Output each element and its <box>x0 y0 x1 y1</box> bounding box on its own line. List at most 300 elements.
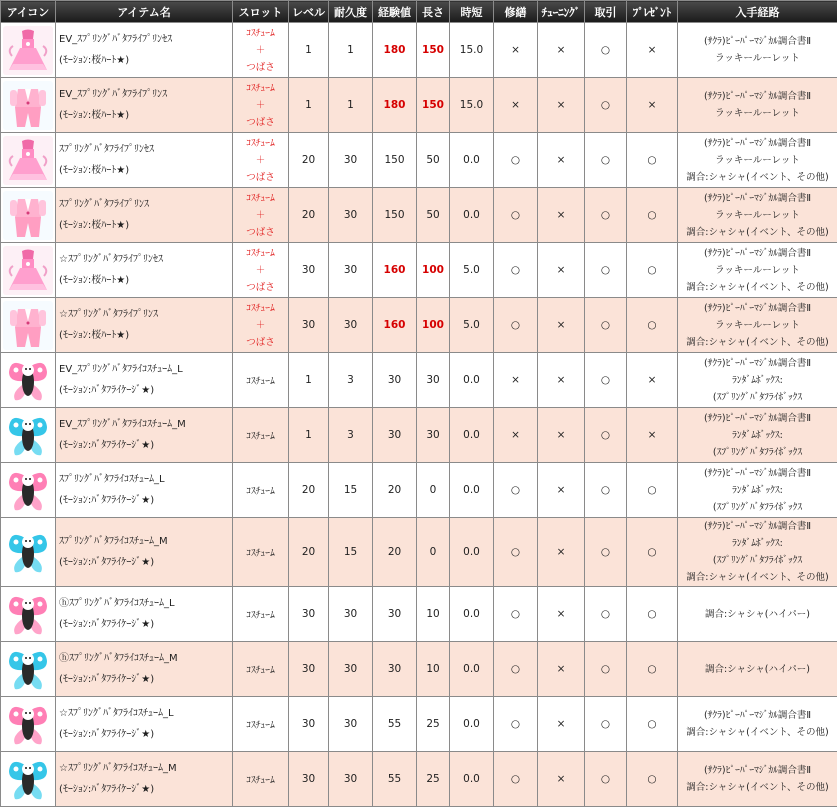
length-cell: 50 <box>417 188 450 243</box>
durability-cell: 30 <box>329 133 373 188</box>
slot-cell <box>233 752 289 807</box>
time-cell: 15.0 <box>450 78 494 133</box>
trade-cell: ○ <box>585 23 627 78</box>
slot-cell <box>233 78 289 133</box>
time-cell: 0.0 <box>450 408 494 463</box>
exp-cell: 30 <box>373 353 417 408</box>
length-cell: 100 <box>417 298 450 353</box>
durability-cell: 1 <box>329 78 373 133</box>
route-cell <box>678 353 837 408</box>
repair-cell: × <box>494 353 538 408</box>
repair-cell: × <box>494 23 538 78</box>
pink-butterfly-costume-icon <box>3 590 53 639</box>
route-line: (ｽﾌﾟﾘﾝｸﾞﾊﾞﾀﾌﾗｲﾎﾞｯｸｽ <box>678 444 837 461</box>
slot-line: ＋ <box>233 262 288 279</box>
item-name-cell <box>56 408 233 463</box>
slot-line: ＋ <box>233 317 288 334</box>
length-cell: 25 <box>417 697 450 752</box>
route-cell <box>678 518 837 587</box>
exp-cell: 55 <box>373 752 417 807</box>
route-line: 調合:シャシャ(イベント、その他) <box>678 569 837 586</box>
icon-cell <box>1 587 56 642</box>
repair-cell: ○ <box>494 463 538 518</box>
slot-cell <box>233 463 289 518</box>
header-repair: 修繕 <box>494 1 538 23</box>
durability-cell: 15 <box>329 518 373 587</box>
length-cell: 0 <box>417 518 450 587</box>
header-length: 長さ <box>417 1 450 23</box>
repair-cell: × <box>494 78 538 133</box>
exp-cell: 150 <box>373 133 417 188</box>
route-line: (ｻｸﾗ)ﾋﾟｰﾊﾟｰﾏｼﾞｶﾙ調合書Ⅱ <box>678 707 837 724</box>
tuning-cell: × <box>538 243 585 298</box>
route-cell <box>678 642 837 697</box>
table-row <box>1 243 837 298</box>
present-cell: ○ <box>627 463 678 518</box>
durability-cell: 30 <box>329 243 373 298</box>
route-line: (ｻｸﾗ)ﾋﾟｰﾊﾟｰﾏｼﾞｶﾙ調合書Ⅱ <box>678 762 837 779</box>
slot-line: ｺｽﾁｭｰﾑ <box>233 717 288 731</box>
icon-cell <box>1 752 56 807</box>
length-cell: 10 <box>417 587 450 642</box>
level-cell: 20 <box>289 463 329 518</box>
route-cell <box>678 188 837 243</box>
blue-butterfly-costume-icon <box>3 755 53 804</box>
route-line: 調合:シャシャ(イベント、その他) <box>678 224 837 241</box>
item-name-cell <box>56 642 233 697</box>
durability-cell: 1 <box>329 23 373 78</box>
route-line: (ｻｸﾗ)ﾋﾟｰﾊﾟｰﾏｼﾞｶﾙ調合書Ⅱ <box>678 88 837 105</box>
route-line: (ｻｸﾗ)ﾋﾟｰﾊﾟｰﾏｼﾞｶﾙ調合書Ⅱ <box>678 300 837 317</box>
slot-cell <box>233 408 289 463</box>
level-cell: 1 <box>289 353 329 408</box>
slot-cell <box>233 188 289 243</box>
pink-suit-icon <box>3 301 53 350</box>
table-row <box>1 23 837 78</box>
slot-cell <box>233 23 289 78</box>
present-cell: × <box>627 408 678 463</box>
level-cell: 1 <box>289 23 329 78</box>
present-cell: ○ <box>627 133 678 188</box>
slot-line: ＋ <box>233 97 288 114</box>
time-cell: 0.0 <box>450 587 494 642</box>
present-cell: ○ <box>627 518 678 587</box>
tuning-cell: × <box>538 188 585 243</box>
route-cell <box>678 78 837 133</box>
route-cell <box>678 697 837 752</box>
length-cell: 30 <box>417 408 450 463</box>
item-name: ☆ｽﾌﾟﾘﾝｸﾞﾊﾞﾀﾌﾗｲｺｽﾁｭｰﾑ_L <box>59 703 232 724</box>
slot-line: ｺｽﾁｭｰﾑ <box>233 483 288 497</box>
item-name: ⓗｽﾌﾟﾘﾝｸﾞﾊﾞﾀﾌﾗｲｺｽﾁｭｰﾑ_L <box>59 593 232 614</box>
present-cell: × <box>627 78 678 133</box>
time-cell: 5.0 <box>450 298 494 353</box>
item-motion: (ﾓｰｼｮﾝ:ﾊﾞﾀﾌﾗｲｹｰｼﾞ★) <box>59 552 232 573</box>
table-row <box>1 408 837 463</box>
durability-cell: 15 <box>329 463 373 518</box>
slot-line: つばさ <box>233 59 288 76</box>
present-cell: ○ <box>627 642 678 697</box>
slot-line: ｺｽﾁｭｰﾑ <box>233 300 288 317</box>
present-cell: ○ <box>627 188 678 243</box>
time-cell: 15.0 <box>450 23 494 78</box>
table-row <box>1 463 837 518</box>
item-motion: (ﾓｰｼｮﾝ:ﾊﾞﾀﾌﾗｲｹｰｼﾞ★) <box>59 614 232 635</box>
item-name: ｽﾌﾟﾘﾝｸﾞﾊﾞﾀﾌﾗｲﾌﾟﾘﾝｽ <box>59 194 232 215</box>
icon-cell <box>1 133 56 188</box>
item-name: ☆ｽﾌﾟﾘﾝｸﾞﾊﾞﾀﾌﾗｲﾌﾟﾘﾝｾｽ <box>59 249 232 270</box>
item-name-cell <box>56 353 233 408</box>
route-line: 調合:シャシャ(イベント、その他) <box>678 724 837 741</box>
slot-line: つばさ <box>233 279 288 296</box>
length-cell: 25 <box>417 752 450 807</box>
header-durability: 耐久度 <box>329 1 373 23</box>
length-cell: 10 <box>417 642 450 697</box>
item-name-cell <box>56 133 233 188</box>
route-line: (ｻｸﾗ)ﾋﾟｰﾊﾟｰﾏｼﾞｶﾙ調合書Ⅱ <box>678 355 837 372</box>
item-name-cell <box>56 587 233 642</box>
route-line: (ｽﾌﾟﾘﾝｸﾞﾊﾞﾀﾌﾗｲﾎﾞｯｸｽ <box>678 389 837 406</box>
item-name-cell <box>56 298 233 353</box>
route-line: ﾗﾝﾀﾞﾑﾎﾞｯｸｽ: <box>678 372 837 389</box>
item-name: ☆ｽﾌﾟﾘﾝｸﾞﾊﾞﾀﾌﾗｲｺｽﾁｭｰﾑ_M <box>59 758 232 779</box>
item-name: EV_ｽﾌﾟﾘﾝｸﾞﾊﾞﾀﾌﾗｲｺｽﾁｭｰﾑ_M <box>59 414 232 435</box>
present-cell: ○ <box>627 697 678 752</box>
item-motion: (ﾓｰｼｮﾝ:ﾊﾞﾀﾌﾗｲｹｰｼﾞ★) <box>59 490 232 511</box>
trade-cell: ○ <box>585 353 627 408</box>
route-cell <box>678 408 837 463</box>
table-row <box>1 133 837 188</box>
route-cell <box>678 298 837 353</box>
slot-line: ｺｽﾁｭｰﾑ <box>233 373 288 387</box>
route-line: ラッキールーレット <box>678 152 837 169</box>
durability-cell: 30 <box>329 298 373 353</box>
durability-cell: 30 <box>329 188 373 243</box>
header-route: 入手経路 <box>678 1 837 23</box>
route-line: (ｽﾌﾟﾘﾝｸﾞﾊﾞﾀﾌﾗｲﾎﾞｯｸｽ <box>678 552 837 569</box>
present-cell: × <box>627 23 678 78</box>
slot-line: ｺｽﾁｭｰﾑ <box>233 772 288 786</box>
exp-cell: 30 <box>373 642 417 697</box>
exp-cell: 160 <box>373 298 417 353</box>
item-motion: (ﾓｰｼｮﾝ:桜ﾊｰﾄ★) <box>59 215 232 236</box>
repair-cell: ○ <box>494 642 538 697</box>
durability-cell: 3 <box>329 353 373 408</box>
icon-cell <box>1 408 56 463</box>
tuning-cell: × <box>538 518 585 587</box>
table-row <box>1 642 837 697</box>
repair-cell: ○ <box>494 188 538 243</box>
icon-cell <box>1 23 56 78</box>
route-line: 調合:シャシャ(ハイパー) <box>678 606 837 623</box>
route-cell <box>678 133 837 188</box>
route-line: ﾗﾝﾀﾞﾑﾎﾞｯｸｽ: <box>678 427 837 444</box>
route-line: 調合:シャシャ(イベント、その他) <box>678 169 837 186</box>
route-cell <box>678 23 837 78</box>
repair-cell: ○ <box>494 243 538 298</box>
header-trade: 取引 <box>585 1 627 23</box>
trade-cell: ○ <box>585 408 627 463</box>
item-name: EV_ｽﾌﾟﾘﾝｸﾞﾊﾞﾀﾌﾗｲﾌﾟﾘﾝｽ <box>59 84 232 105</box>
trade-cell: ○ <box>585 587 627 642</box>
icon-cell <box>1 642 56 697</box>
slot-line: ｺｽﾁｭｰﾑ <box>233 25 288 42</box>
pink-butterfly-costume-icon <box>3 466 53 515</box>
route-line: (ｻｸﾗ)ﾋﾟｰﾊﾟｰﾏｼﾞｶﾙ調合書Ⅱ <box>678 190 837 207</box>
icon-cell <box>1 353 56 408</box>
level-cell: 20 <box>289 133 329 188</box>
slot-line: ｺｽﾁｭｰﾑ <box>233 245 288 262</box>
exp-cell: 150 <box>373 188 417 243</box>
slot-line: ｺｽﾁｭｰﾑ <box>233 662 288 676</box>
durability-cell: 30 <box>329 697 373 752</box>
exp-cell: 20 <box>373 518 417 587</box>
header-present: ﾌﾟﾚｾﾞﾝﾄ <box>627 1 678 23</box>
table-row <box>1 188 837 243</box>
exp-cell: 30 <box>373 408 417 463</box>
time-cell: 0.0 <box>450 188 494 243</box>
item-name: ｽﾌﾟﾘﾝｸﾞﾊﾞﾀﾌﾗｲﾌﾟﾘﾝｾｽ <box>59 139 232 160</box>
pink-dress-icon <box>3 246 53 295</box>
time-cell: 5.0 <box>450 243 494 298</box>
route-line: ラッキールーレット <box>678 105 837 122</box>
icon-cell <box>1 463 56 518</box>
pink-suit-icon <box>3 191 53 240</box>
item-motion: (ﾓｰｼｮﾝ:桜ﾊｰﾄ★) <box>59 270 232 291</box>
item-name-cell <box>56 697 233 752</box>
item-name: ｽﾌﾟﾘﾝｸﾞﾊﾞﾀﾌﾗｲｺｽﾁｭｰﾑ_L <box>59 469 232 490</box>
icon-cell <box>1 518 56 587</box>
item-motion: (ﾓｰｼｮﾝ:ﾊﾞﾀﾌﾗｲｹｰｼﾞ★) <box>59 669 232 690</box>
exp-cell: 160 <box>373 243 417 298</box>
tuning-cell: × <box>538 298 585 353</box>
time-cell: 0.0 <box>450 697 494 752</box>
present-cell: × <box>627 353 678 408</box>
level-cell: 30 <box>289 587 329 642</box>
table-row <box>1 78 837 133</box>
route-line: ﾗﾝﾀﾞﾑﾎﾞｯｸｽ: <box>678 535 837 552</box>
present-cell: ○ <box>627 587 678 642</box>
trade-cell: ○ <box>585 518 627 587</box>
durability-cell: 3 <box>329 408 373 463</box>
exp-cell: 180 <box>373 78 417 133</box>
icon-cell <box>1 78 56 133</box>
exp-cell: 30 <box>373 587 417 642</box>
item-motion: (ﾓｰｼｮﾝ:桜ﾊｰﾄ★) <box>59 160 232 181</box>
slot-cell <box>233 697 289 752</box>
item-motion: (ﾓｰｼｮﾝ:ﾊﾞﾀﾌﾗｲｹｰｼﾞ★) <box>59 435 232 456</box>
repair-cell: ○ <box>494 133 538 188</box>
item-motion: (ﾓｰｼｮﾝ:ﾊﾞﾀﾌﾗｲｹｰｼﾞ★) <box>59 779 232 800</box>
table-row <box>1 353 837 408</box>
route-cell <box>678 587 837 642</box>
pink-butterfly-costume-icon <box>3 700 53 749</box>
header-slot: スロット <box>233 1 289 23</box>
header-time-short: 時短 <box>450 1 494 23</box>
slot-line: ｺｽﾁｭｰﾑ <box>233 545 288 559</box>
trade-cell: ○ <box>585 697 627 752</box>
route-cell <box>678 752 837 807</box>
route-line: ラッキールーレット <box>678 50 837 67</box>
table-row <box>1 697 837 752</box>
route-line: ラッキールーレット <box>678 317 837 334</box>
blue-butterfly-costume-icon <box>3 528 53 577</box>
slot-cell <box>233 642 289 697</box>
header-icon: アイコン <box>1 1 56 23</box>
table-row <box>1 298 837 353</box>
exp-cell: 20 <box>373 463 417 518</box>
item-name: EV_ｽﾌﾟﾘﾝｸﾞﾊﾞﾀﾌﾗｲﾌﾟﾘﾝｾｽ <box>59 29 232 50</box>
length-cell: 150 <box>417 78 450 133</box>
slot-line: ｺｽﾁｭｰﾑ <box>233 135 288 152</box>
route-line: ラッキールーレット <box>678 207 837 224</box>
trade-cell: ○ <box>585 463 627 518</box>
tuning-cell: × <box>538 752 585 807</box>
trade-cell: ○ <box>585 243 627 298</box>
item-motion: (ﾓｰｼｮﾝ:ﾊﾞﾀﾌﾗｲｹｰｼﾞ★) <box>59 724 232 745</box>
route-line: 調合:シャシャ(イベント、その他) <box>678 334 837 351</box>
slot-line: ＋ <box>233 207 288 224</box>
tuning-cell: × <box>538 697 585 752</box>
slot-line: ｺｽﾁｭｰﾑ <box>233 80 288 97</box>
durability-cell: 30 <box>329 587 373 642</box>
level-cell: 1 <box>289 408 329 463</box>
time-cell: 0.0 <box>450 518 494 587</box>
slot-line: ＋ <box>233 42 288 59</box>
slot-line: ｺｽﾁｭｰﾑ <box>233 428 288 442</box>
item-motion: (ﾓｰｼｮﾝ:桜ﾊｰﾄ★) <box>59 325 232 346</box>
slot-line: つばさ <box>233 169 288 186</box>
tuning-cell: × <box>538 587 585 642</box>
slot-cell <box>233 518 289 587</box>
item-name-cell <box>56 23 233 78</box>
length-cell: 100 <box>417 243 450 298</box>
length-cell: 0 <box>417 463 450 518</box>
pink-suit-icon <box>3 81 53 130</box>
item-name-cell <box>56 518 233 587</box>
slot-cell <box>233 587 289 642</box>
item-name: ｽﾌﾟﾘﾝｸﾞﾊﾞﾀﾌﾗｲｺｽﾁｭｰﾑ_M <box>59 531 232 552</box>
route-line: (ｻｸﾗ)ﾋﾟｰﾊﾟｰﾏｼﾞｶﾙ調合書Ⅱ <box>678 518 837 535</box>
item-name-cell <box>56 188 233 243</box>
header-level: レベル <box>289 1 329 23</box>
length-cell: 50 <box>417 133 450 188</box>
route-cell <box>678 463 837 518</box>
slot-line: ｺｽﾁｭｰﾑ <box>233 607 288 621</box>
trade-cell: ○ <box>585 298 627 353</box>
repair-cell: ○ <box>494 697 538 752</box>
repair-cell: × <box>494 408 538 463</box>
trade-cell: ○ <box>585 752 627 807</box>
pink-butterfly-costume-icon <box>3 356 53 405</box>
durability-cell: 30 <box>329 642 373 697</box>
present-cell: ○ <box>627 752 678 807</box>
exp-cell: 55 <box>373 697 417 752</box>
slot-cell <box>233 243 289 298</box>
repair-cell: ○ <box>494 752 538 807</box>
item-motion: (ﾓｰｼｮﾝ:桜ﾊｰﾄ★) <box>59 105 232 126</box>
tuning-cell: × <box>538 78 585 133</box>
level-cell: 30 <box>289 752 329 807</box>
route-line: ﾗﾝﾀﾞﾑﾎﾞｯｸｽ: <box>678 482 837 499</box>
time-cell: 0.0 <box>450 642 494 697</box>
slot-line: ｺｽﾁｭｰﾑ <box>233 190 288 207</box>
tuning-cell: × <box>538 23 585 78</box>
icon-cell <box>1 188 56 243</box>
item-name-cell <box>56 78 233 133</box>
trade-cell: ○ <box>585 133 627 188</box>
table-row <box>1 752 837 807</box>
trade-cell: ○ <box>585 78 627 133</box>
icon-cell <box>1 298 56 353</box>
header-item-name: アイテム名 <box>56 1 233 23</box>
time-cell: 0.0 <box>450 463 494 518</box>
route-cell <box>678 243 837 298</box>
length-cell: 150 <box>417 23 450 78</box>
item-name: ☆ｽﾌﾟﾘﾝｸﾞﾊﾞﾀﾌﾗｲﾌﾟﾘﾝｽ <box>59 304 232 325</box>
tuning-cell: × <box>538 463 585 518</box>
route-line: (ｽﾌﾟﾘﾝｸﾞﾊﾞﾀﾌﾗｲﾎﾞｯｸｽ <box>678 499 837 516</box>
exp-cell: 180 <box>373 23 417 78</box>
route-line: 調合:シャシャ(ハイパー) <box>678 661 837 678</box>
time-cell: 0.0 <box>450 752 494 807</box>
blue-butterfly-costume-icon <box>3 645 53 694</box>
level-cell: 1 <box>289 78 329 133</box>
icon-cell <box>1 697 56 752</box>
pink-dress-icon <box>3 26 53 75</box>
header-tuning: ﾁｭｰﾆﾝｸﾞ <box>538 1 585 23</box>
present-cell: ○ <box>627 298 678 353</box>
level-cell: 30 <box>289 243 329 298</box>
route-line: 調合:シャシャ(イベント、その他) <box>678 279 837 296</box>
slot-cell <box>233 353 289 408</box>
item-name-cell <box>56 752 233 807</box>
item-motion: (ﾓｰｼｮﾝ:桜ﾊｰﾄ★) <box>59 50 232 71</box>
slot-cell <box>233 133 289 188</box>
table-row <box>1 518 837 587</box>
route-line: ラッキールーレット <box>678 262 837 279</box>
level-cell: 30 <box>289 642 329 697</box>
route-line: (ｻｸﾗ)ﾋﾟｰﾊﾟｰﾏｼﾞｶﾙ調合書Ⅱ <box>678 33 837 50</box>
blue-butterfly-costume-icon <box>3 411 53 460</box>
header-row <box>1 1 837 23</box>
header-exp: 経験値 <box>373 1 417 23</box>
trade-cell: ○ <box>585 642 627 697</box>
slot-cell <box>233 298 289 353</box>
time-cell: 0.0 <box>450 353 494 408</box>
icon-cell <box>1 243 56 298</box>
item-name-cell <box>56 463 233 518</box>
tuning-cell: × <box>538 133 585 188</box>
level-cell: 20 <box>289 188 329 243</box>
durability-cell: 30 <box>329 752 373 807</box>
length-cell: 30 <box>417 353 450 408</box>
pink-dress-icon <box>3 136 53 185</box>
item-name-cell <box>56 243 233 298</box>
table-row <box>1 587 837 642</box>
present-cell: ○ <box>627 243 678 298</box>
route-line: (ｻｸﾗ)ﾋﾟｰﾊﾟｰﾏｼﾞｶﾙ調合書Ⅱ <box>678 135 837 152</box>
level-cell: 30 <box>289 697 329 752</box>
repair-cell: ○ <box>494 587 538 642</box>
slot-line: つばさ <box>233 334 288 351</box>
slot-line: つばさ <box>233 224 288 241</box>
item-name: EV_ｽﾌﾟﾘﾝｸﾞﾊﾞﾀﾌﾗｲｺｽﾁｭｰﾑ_L <box>59 359 232 380</box>
level-cell: 30 <box>289 298 329 353</box>
repair-cell: ○ <box>494 298 538 353</box>
item-name: ⓗｽﾌﾟﾘﾝｸﾞﾊﾞﾀﾌﾗｲｺｽﾁｭｰﾑ_M <box>59 648 232 669</box>
route-line: (ｻｸﾗ)ﾋﾟｰﾊﾟｰﾏｼﾞｶﾙ調合書Ⅱ <box>678 245 837 262</box>
